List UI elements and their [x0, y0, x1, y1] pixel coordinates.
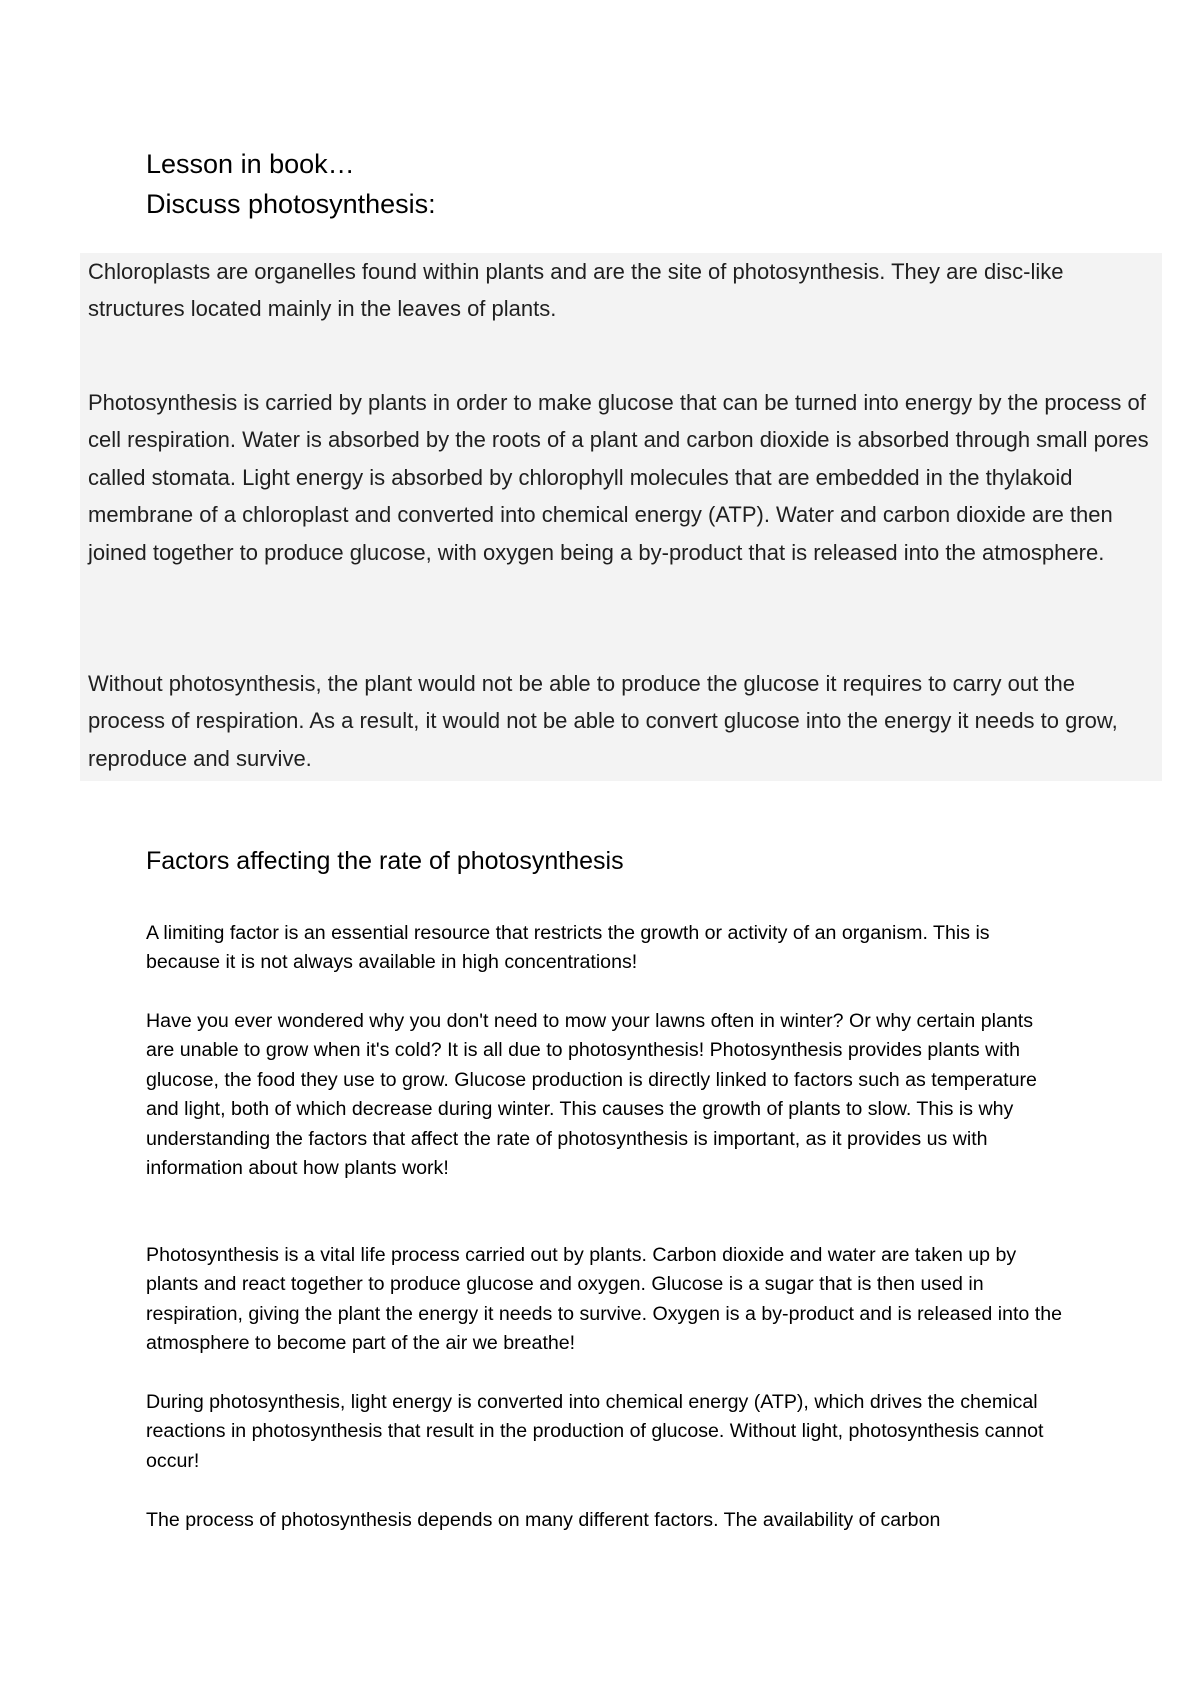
body-paragraph-light-energy: During photosynthesis, light energy is converted into chemical energy (ATP), which drives the chemical reactions in photosynthesis that result in the production of glucose. Without light, photosynthesis cannot occur! — [146, 1391, 1044, 1472]
discuss-heading: Discuss photosynthesis: — [146, 189, 436, 219]
body-paragraph-limiting-factor: A limiting factor is an essential resource that restricts the growth or activity of an organism. This is because it is not always available in high concentrations! — [146, 922, 990, 974]
lesson-heading: Lesson in book… — [146, 149, 355, 179]
body-paragraph-factors: The process of photosynthesis depends on many different factors. The availability of carbon — [146, 1509, 941, 1531]
quote-paragraph-chloroplasts: Chloroplasts are organelles found within plants and are the site of photosynthesis. They are disc-like structures located mainly in the leaves of plants. — [88, 259, 1064, 322]
quoted-text-block — [80, 253, 1162, 781]
body-paragraph-winter: Have you ever wondered why you don't need to mow your lawns often in winter? Or why certain plants are unable to grow when it's cold? It is all due to photosynthesis! Photosynthesis provides plants with glucose, the food they use to grow. Glucose production is directly linked to factors such as temperature and light, both of which decrease during winter. This causes the growth of plants to slow. This is why understanding the factors that affect the rate of photosynthesis is important, as it provides us with information about how plants work! — [146, 1010, 1037, 1180]
section-title: Factors affecting the rate of photosynthesis — [146, 847, 624, 875]
quote-paragraph-importance: Without photosynthesis, the plant would not be able to produce the glucose it requires to carry out the process of respiration. As a result, it would not be able to convert glucose into the energy it needs to grow, reproduce and survive. — [88, 671, 1118, 771]
quote-paragraph-process: Photosynthesis is carried by plants in order to make glucose that can be turned into energy by the process of cell respiration. Water is absorbed by the roots of a plant and carbon dioxide is absorbed through small pores called stomata. Light energy is absorbed by chlorophyll molecules that are embedded in the thylakoid membrane of a chloroplast and converted into chemical energy (ATP). Water and carbon dioxide are then joined together to produce glucose, with oxygen being a by-product that is released into the atmosphere. — [88, 390, 1149, 565]
body-paragraph-vital-process: Photosynthesis is a vital life process carried out by plants. Carbon dioxide and water are taken up by plants and react together to produce glucose and oxygen. Glucose is a sugar that is then used in respiration, giving the plant the energy it needs to survive. Oxygen is a by-product and is released into the atmosphere to become part of the air we breathe! — [146, 1244, 1062, 1355]
